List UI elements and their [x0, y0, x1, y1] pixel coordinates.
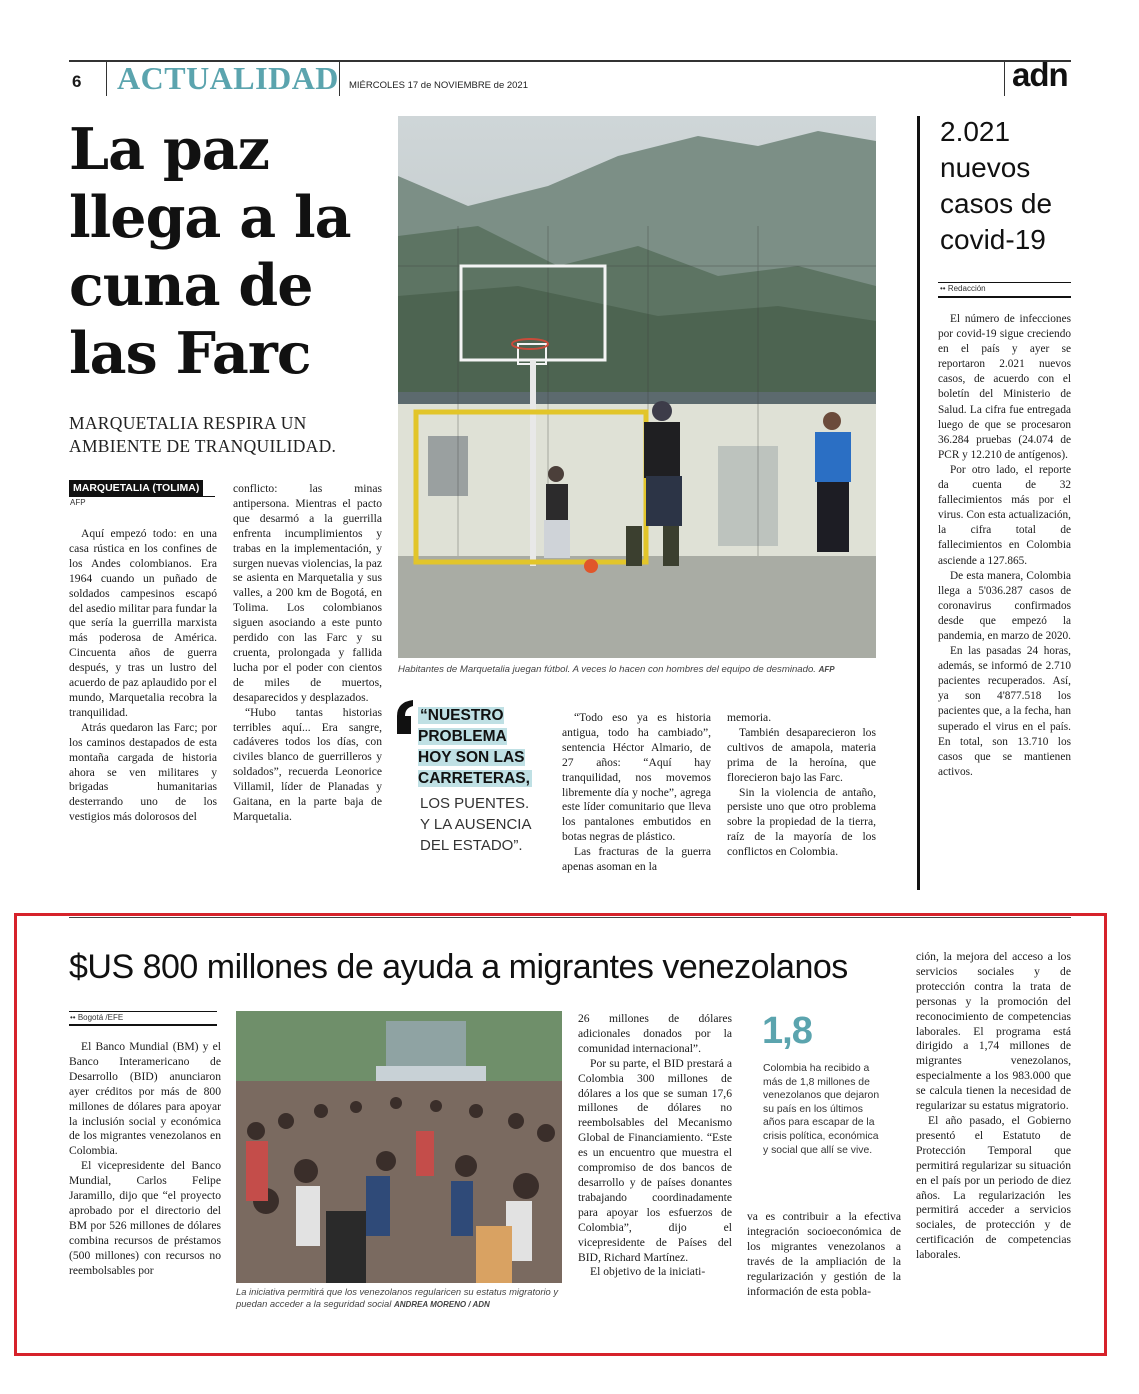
- migrants-column-5: [916, 950, 1071, 1263]
- paragraph: El vicepresidente del Banco Mundial, Carlos Felipe Jaramillo, dijo que “el proyecto aprobado por el directorio del BM por 526 millones de dólares combina recursos de préstamos (500 millones) con recursos no reembolsables por: [69, 1159, 221, 1277]
- byline-rule: [69, 1011, 217, 1012]
- paragraph: El objetivo de la iniciati-: [590, 1265, 706, 1279]
- paragraph: De esta manera, Colombia llega a 5'036.287 casos de coronavirus confirmados desde que empezó la pandemia, en marzo de 2020.: [938, 569, 1072, 642]
- paragraph: El Banco Mundial (BM) y el Banco Interamericano de Desarrollo (BID) anunciaron ayer créditos por más de 800 millones de dólares para apoyar la inclusión social y económica de los migrantes venezolanos en Colombia.: [69, 1040, 221, 1158]
- paragraph: Las fracturas de la guerra apenas asoman en la: [562, 845, 711, 874]
- main-column-4: [727, 711, 876, 860]
- migrants-byline: •• Bogotá /EFE: [70, 1013, 124, 1022]
- migrants-photo-caption: [236, 1286, 566, 1311]
- paragraph: ción, la mejora del acceso a los servicios sociales y de protección contra la trata de personas y la promoción del reconocimiento de competencias laborales. El programa está dirigido a 1,74 millones de migrantes venezolanos, especialmente a los 983.000 que se calcula tienen la necesidad de regularizar su estatus migratorio.: [916, 950, 1071, 1113]
- paragraph: También desaparecieron los cultivos de amapola, materia prima de la heroína, que florecieron bajo las Farc.: [727, 725, 876, 784]
- byline-rule: [69, 496, 215, 497]
- header-separator: [106, 62, 107, 96]
- caption-text: La iniciativa permitirá que los venezolanos regularicen su estatus migratorio y puedan acceder a la seguridad social: [236, 1286, 559, 1309]
- migrants-column-1: [69, 1040, 221, 1279]
- migrants-column-3: [578, 1012, 732, 1280]
- side-column: [938, 312, 1071, 780]
- paragraph: Por su parte, el BID prestará a Colombia 300 millones de dólares a los que se suman 17,6 millones de dólares no reembolsables del Mecanismo Global de Financiamiento. “Este es un encuentro que muestra el compromiso de dos bancos de desarrollo y de países donantes trabajando coordinadamente para apoyar los esfuerzos de Colombia”, dijo el vicepresidente de Países del BID, Richard Martínez.: [578, 1056, 732, 1264]
- photo-caption: [398, 664, 876, 675]
- caption-text: Habitantes de Marquetalia juegan fútbol. A veces lo hacen con hombres del equipo de desminado.: [398, 664, 816, 675]
- byline-rule: [938, 282, 1071, 283]
- main-column-3: [562, 711, 711, 875]
- paragraph: Aquí empezó todo: en una casa rústica en los confines de los Andes colombianos. Era 1964 cuando un puñado de soldados campesinos escapó del asedio militar para fundar la que sería la guerrilla marxista más poderosa de América. Cincuenta años de guerra después, y tras un lustro del acuerdo de paz aplaudido por el mundo, Marquetalia recobra la tranquilidad.: [69, 527, 217, 719]
- location-tag: MARQUETALIA (TOLIMA): [69, 480, 203, 496]
- column-rule: [917, 116, 920, 890]
- paragraph: En las pasadas 24 horas, además, se informó de 2.710 pacientes recuperados. Así, ya son 4'877.518 los pacientes que, a la fecha, han superado el virus en el país. En total, son 13.710 los casos que se mantienen activos.: [938, 645, 1071, 778]
- paragraph: El número de infecciones por covid-19 sigue creciendo en el país y ayer se reportaron 2.021 nuevos casos, de acuerdo con el boletín del Ministerio de Salud. La cifra fue entregada luego de que se procesaron 36.284 pruebas (24.074 de PCR y 12.210 de antígenos).: [938, 313, 1071, 461]
- main-kicker: MARQUETALIA RESPIRA UN AMBIENTE DE TRANQUILIDAD.: [69, 413, 337, 456]
- pull-quote-rest: LOS PUENTES. Y LA AUSENCIA DEL ESTADO”.: [420, 795, 531, 854]
- paragraph: conflicto: las minas antipersona. Mientras el pacto que desarmó a la guerrilla enfrenta incumplimientos y trabas en la implementación, y surgen nuevas violencias, la paz se asienta en Marquetalia y sus valles, a 200 km de Bogotá, en Tolima. Los colombianos siguen asociando a este punto perdido con las Farc y su cruenta, prolongada y fallida lucha por el poder con cientos de miles de muertos, desaparecidos y desplazados.: [233, 482, 382, 704]
- header-separator: [339, 62, 340, 96]
- paragraph: va es contribuir a la efectiva integración socioeconómica de los migrantes venezolanos a través de la ampliación de la regularización y gestión de la información de esta pobla-: [747, 1210, 901, 1298]
- main-column-1: [69, 527, 217, 825]
- adn-logo: [1012, 56, 1068, 94]
- section-title: ACTUALIDAD: [117, 60, 339, 96]
- big-number: 1,8: [762, 1010, 812, 1052]
- byline-rule: [69, 1024, 217, 1026]
- photo-credit: ANDREA MORENO / ADN: [393, 1300, 490, 1309]
- main-headline: La paz llega a la cuna de las Farc: [69, 116, 351, 387]
- byline-rule: [938, 296, 1071, 298]
- paragraph: Atrás quedaron las Farc; por los caminos destapados de esta montaña cargada de historia ahora se ven militares y brigadas humanitarias desterrando uno de los vestigios más dolorosos del: [69, 720, 217, 824]
- migrants-column-4: [747, 1210, 901, 1299]
- main-column-2: [233, 482, 382, 825]
- paragraph: “Todo eso ya es historia antigua, todo ha cambiado”, sentencia Héctor Almario, de 27 años: “Aquí hay tranquilidad, nos movemos libremente día y noche”, agrega este líder comunitario que lleva los pantalones embutidos en botas negras de plástico.: [562, 711, 711, 844]
- big-number-text: Colombia ha recibido a más de 1,8 millones de venezolanos que dejaron su país en los últimos años para escapar de la crisis política, económica y social que allí se vive.: [763, 1063, 880, 1156]
- issue-date: MIÉRCOLES 17 de NOVIEMBRE de 2021: [349, 80, 528, 91]
- header-separator: [1004, 62, 1005, 96]
- paragraph: Sin la violencia de antaño, persiste uno que otro problema sobre la propiedad de la tierra, raíz de la mayoría de los conflictos en Colombia.: [727, 785, 876, 859]
- paragraph: Por otro lado, el reporte da cuenta de 32 fallecimientos más por el virus. Con esta actualización, la cifra total de fallecimientos en Colombia asciende a 127.865.: [938, 463, 1071, 567]
- pull-quote: [418, 705, 538, 789]
- page-number: 6: [72, 72, 82, 91]
- migrants-photo: [236, 1011, 562, 1283]
- paragraph: El año pasado, el Gobierno presentó el Estatuto de Protección Temporal que permitirá regularizar su situación en el país por un periodo de diez años. La regularización les permitirá acceder a servicios sociales, de protección y de certificación de competencias laborales.: [916, 1113, 1071, 1262]
- football-photo: [398, 116, 876, 658]
- migrants-headline: $US 800 millones de ayuda a migrantes venezolanos: [69, 948, 848, 986]
- side-headline: 2.021 nuevos casos de covid-19: [940, 116, 1053, 255]
- logo-text: adn: [1012, 56, 1068, 93]
- photo-credit: AFP: [818, 665, 835, 674]
- quote-mark-icon: [397, 700, 413, 734]
- paragraph: memoria.: [727, 711, 772, 724]
- pull-quote-highlight: “NUESTRO PROBLEMA HOY SON LAS CARRETERAS,: [418, 707, 530, 787]
- paragraph: “Hubo tantas historias terribles aquí... Era sangre, cadáveres todos los días, con civiles blanco de guerrilleros y soldados”, recuerda Leonorice Villamil, líder de Planadas y Gaitana, en la parte baja de Marquetalia.: [233, 705, 382, 823]
- paragraph: 26 millones de dólares adicionales donados por la comunidad internacional”.: [578, 1012, 732, 1055]
- source-label: AFP: [70, 498, 86, 507]
- side-byline: •• Redacción: [940, 284, 986, 293]
